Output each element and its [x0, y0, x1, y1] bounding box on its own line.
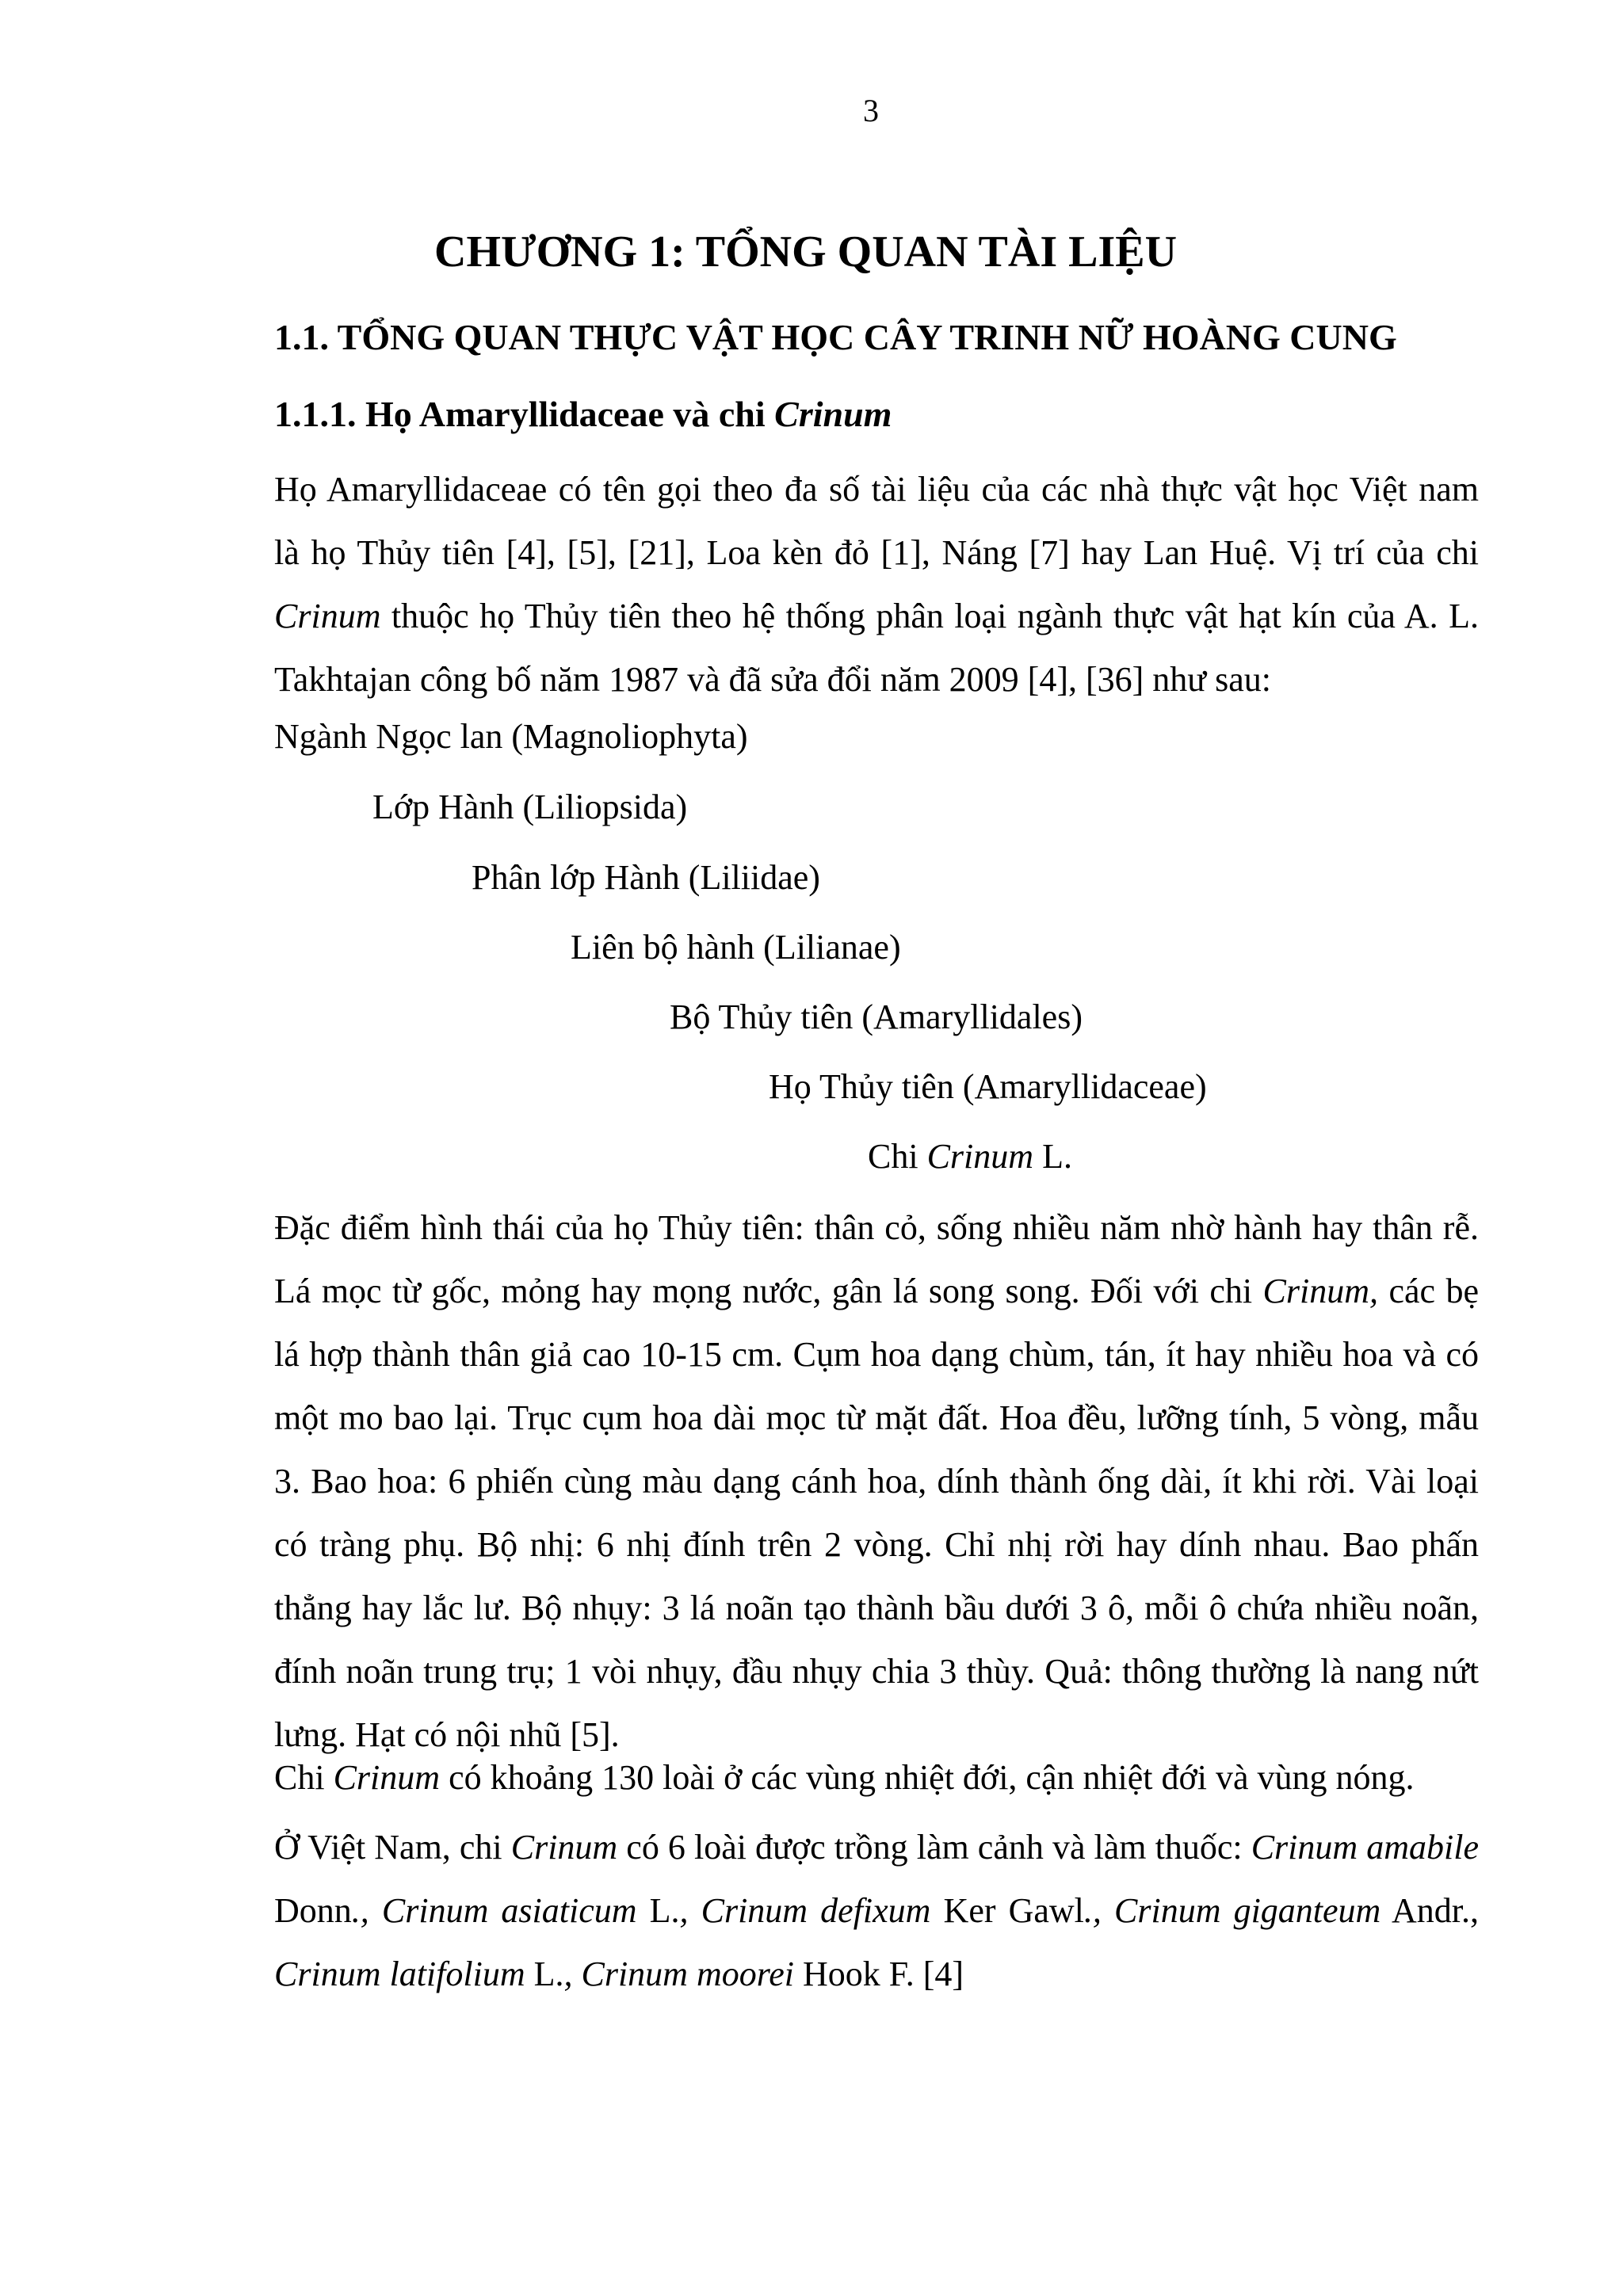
- heading-text: 1.1.1. Họ Amaryllidaceae và chi: [274, 394, 775, 434]
- species-name: Crinum asiaticum: [381, 1891, 637, 1930]
- text-fragment: Chi: [274, 1758, 334, 1797]
- page-number: 3: [863, 93, 879, 128]
- paragraph-species-count: [274, 1746, 1479, 1810]
- text-fragment: L.: [525, 1955, 564, 1993]
- text-line: [274, 1260, 1479, 1323]
- genus-name: Crinum,: [1262, 1272, 1379, 1310]
- taxonomy-lop: Lớp Hành (Liliopsida): [372, 788, 688, 826]
- text-line: [274, 1879, 1479, 1943]
- text-line: có tràng phụ. Bộ nhị: 6 nhị đính trên 2 vòng. Chỉ nhị rời hay dính nhau. Bao phấn: [274, 1525, 1479, 1564]
- species-name: Crinum giganteum: [1114, 1891, 1381, 1930]
- text-fragment: .,: [1083, 1891, 1115, 1930]
- text-line: [274, 1816, 1479, 1879]
- species-name: Crinum moorei: [581, 1955, 794, 1993]
- taxonomy-bo: Bộ Thủy tiên (Amaryllidales): [670, 997, 1083, 1036]
- text-line: [274, 1943, 1479, 2006]
- text-fragment: các bẹ: [1378, 1272, 1479, 1310]
- text-line: Đặc điểm hình thái của họ Thủy tiên: thân cỏ, sống nhiều năm nhờ hành hay thân rễ.: [274, 1208, 1479, 1247]
- text-fragment: có 6 loài được trồng làm cảnh và làm thuốc:: [617, 1828, 1251, 1867]
- text-fragment: Hook F. [4]: [793, 1955, 964, 1993]
- taxonomy-nganh: Ngành Ngọc lan (Magnoliophyta): [274, 717, 748, 756]
- text-fragment: có khoảng 130 loài ở các vùng nhiệt đới, cận nhiệt đới và vùng nóng.: [440, 1758, 1415, 1797]
- text-fragment: Andr.,: [1381, 1891, 1480, 1930]
- text-line: là họ Thủy tiên [4], [5], [21], Loa kèn đỏ [1], Náng [7] hay Lan Huệ. Vị trí của chi: [274, 533, 1479, 572]
- taxonomy-ho: Họ Thủy tiên (Amaryllidaceae): [769, 1067, 1207, 1106]
- species-name: Crinum latifolium: [274, 1955, 525, 1993]
- text-line: một mo bao lại. Trục cụm hoa dài mọc từ mặt đất. Hoa đều, lưỡng tính, 5 vòng, mẫu: [274, 1398, 1479, 1437]
- section-heading-1-1: 1.1. TỔNG QUAN THỰC VẬT HỌC CÂY TRINH NỮ HOÀNG CUNG: [274, 317, 1397, 357]
- species-name: Crinum amabile: [1251, 1828, 1479, 1867]
- text-fragment: Lá mọc từ gốc, mỏng hay mọng nước, gân lá song song. Đối với chi: [274, 1272, 1263, 1310]
- text-line: thẳng hay lắc lư. Bộ nhụy: 3 lá noãn tạo thành bầu dưới 3 ô, mỗi ô chứa nhiều noãn,: [274, 1589, 1479, 1627]
- text-fragment: L.: [1033, 1137, 1072, 1176]
- text-line: [274, 1746, 1479, 1810]
- section-heading-1-1-1: [274, 396, 892, 433]
- text-line: đính noãn trung trụ; 1 vòi nhụy, đầu nhụy chia 3 thùy. Quả: thông thường là nang nứt: [274, 1652, 1479, 1691]
- genus-name: Crinum: [274, 597, 381, 635]
- text-line: [274, 585, 1479, 648]
- text-fragment: .,: [351, 1891, 382, 1930]
- genus-name: Crinum: [333, 1758, 441, 1797]
- genus-name: Crinum: [926, 1137, 1034, 1176]
- text-fragment: Ở Việt Nam, chi: [274, 1828, 511, 1867]
- paragraph-vietnam-species: [274, 1816, 1479, 2006]
- text-fragment: thuộc họ Thủy tiên theo hệ thống phân loại ngành thực vật hạt kín của A. L.: [380, 597, 1479, 635]
- heading-italic: Crinum: [774, 394, 892, 434]
- text-line: lá hợp thành thân giả cao 10-15 cm. Cụm hoa dạng chùm, tán, ít hay nhiều hoa và có: [274, 1335, 1479, 1374]
- genus-name: Crinum: [510, 1828, 618, 1867]
- chapter-title: CHƯƠNG 1: TỔNG QUAN TÀI LIỆU: [434, 227, 1178, 277]
- species-name: Crinum defixum: [701, 1891, 931, 1930]
- taxonomy-lien-bo: Liên bộ hành (Lilianae): [571, 928, 901, 967]
- text-line: lưng. Hạt có nội nhũ [5].: [274, 1715, 620, 1754]
- taxonomy-phan-lop: Phân lớp Hành (Liliidae): [472, 858, 820, 897]
- text-line: 3. Bao hoa: 6 phiến cùng màu dạng cánh hoa, dính thành ống dài, ít khi rời. Vài loại: [274, 1462, 1479, 1501]
- text-fragment: Chi: [868, 1137, 927, 1176]
- text-fragment: ,: [679, 1891, 701, 1930]
- text-fragment: ,: [563, 1955, 582, 1993]
- text-line: Takhtajan công bố năm 1987 và đã sửa đổi năm 2009 [4], [36] như sau:: [274, 660, 1271, 699]
- text-fragment: L.: [636, 1891, 680, 1930]
- text-line: Họ Amaryllidaceae có tên gọi theo đa số tài liệu của các nhà thực vật học Việt nam: [274, 470, 1479, 509]
- taxonomy-chi: [868, 1139, 1072, 1174]
- paragraph-morphology: [274, 1196, 1479, 1767]
- text-fragment: Donn: [274, 1891, 352, 1930]
- text-fragment: Ker Gawl: [930, 1891, 1084, 1930]
- paragraph-intro: [274, 458, 1479, 711]
